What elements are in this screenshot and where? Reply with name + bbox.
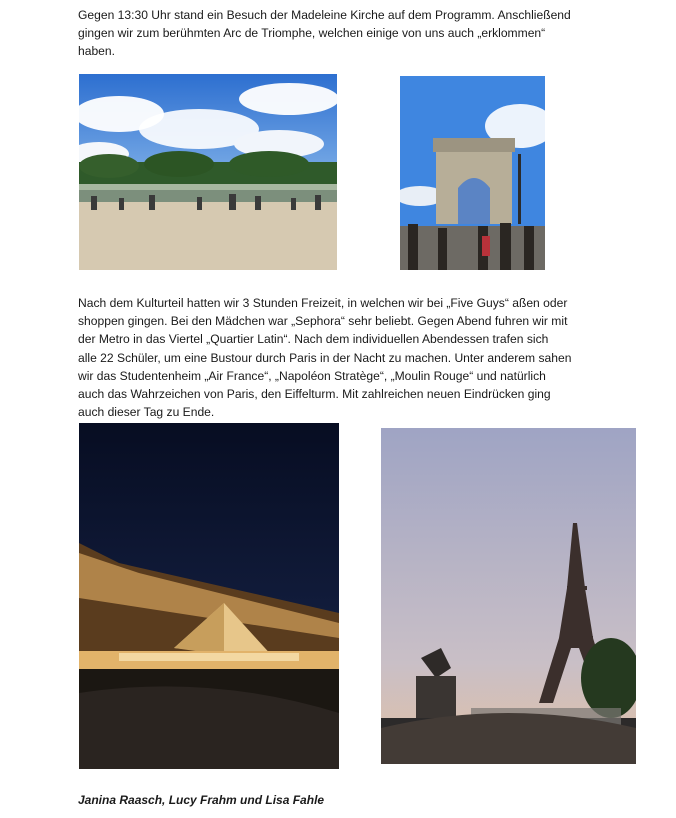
text-line: auch das Wahrzeichen von Paris, den Eiffelturm. Mit zahlreichen neuen Eindrücken ging — [78, 387, 551, 402]
photo-eiffel-tower-dusk — [381, 428, 636, 764]
text-line: Nach dem Kulturteil hatten wir 3 Stunden Freizeit, in welchen wir bei „Five Guys“ aßen oder — [78, 296, 568, 310]
photo-arc-de-triomphe — [400, 76, 545, 270]
text-line: Gegen 13:30 Uhr stand ein Besuch der Madeleine Kirche auf dem Programm. Anschließend — [78, 8, 571, 22]
text-line: der Metro in das Viertel „Quartier Latin“. Nach dem individuellen Abendessen trafen sich — [78, 332, 549, 347]
paragraph-freizeit — [78, 294, 608, 421]
text-line: haben. — [78, 44, 115, 59]
author-credit: Janina Raasch, Lucy Frahm und Lisa Fahle — [78, 793, 325, 807]
text-line: auch dieser Tag zu Ende. — [78, 405, 215, 420]
photo-louvre-night — [79, 423, 339, 769]
paragraph-madeleine — [78, 6, 598, 61]
text-line: wir das Studentenheim „Air France“, „Napoléon Stratège“, „Moulin Rouge“ und natürlich — [78, 368, 546, 383]
text-line: alle 22 Schüler, um eine Bustour durch Paris in der Nacht zu machen. Unter anderem sahen — [78, 350, 572, 365]
text-line: shoppen gingen. Bei den Mädchen war „Sephora“ sehr beliebt. Gegen Abend fuhren wir mit — [78, 314, 568, 329]
text-line: gingen wir zum berühmten Arc de Triomphe, welchen einige von uns auch „erklommen“ — [78, 26, 546, 41]
photo-tuileries-fountain — [79, 74, 337, 270]
